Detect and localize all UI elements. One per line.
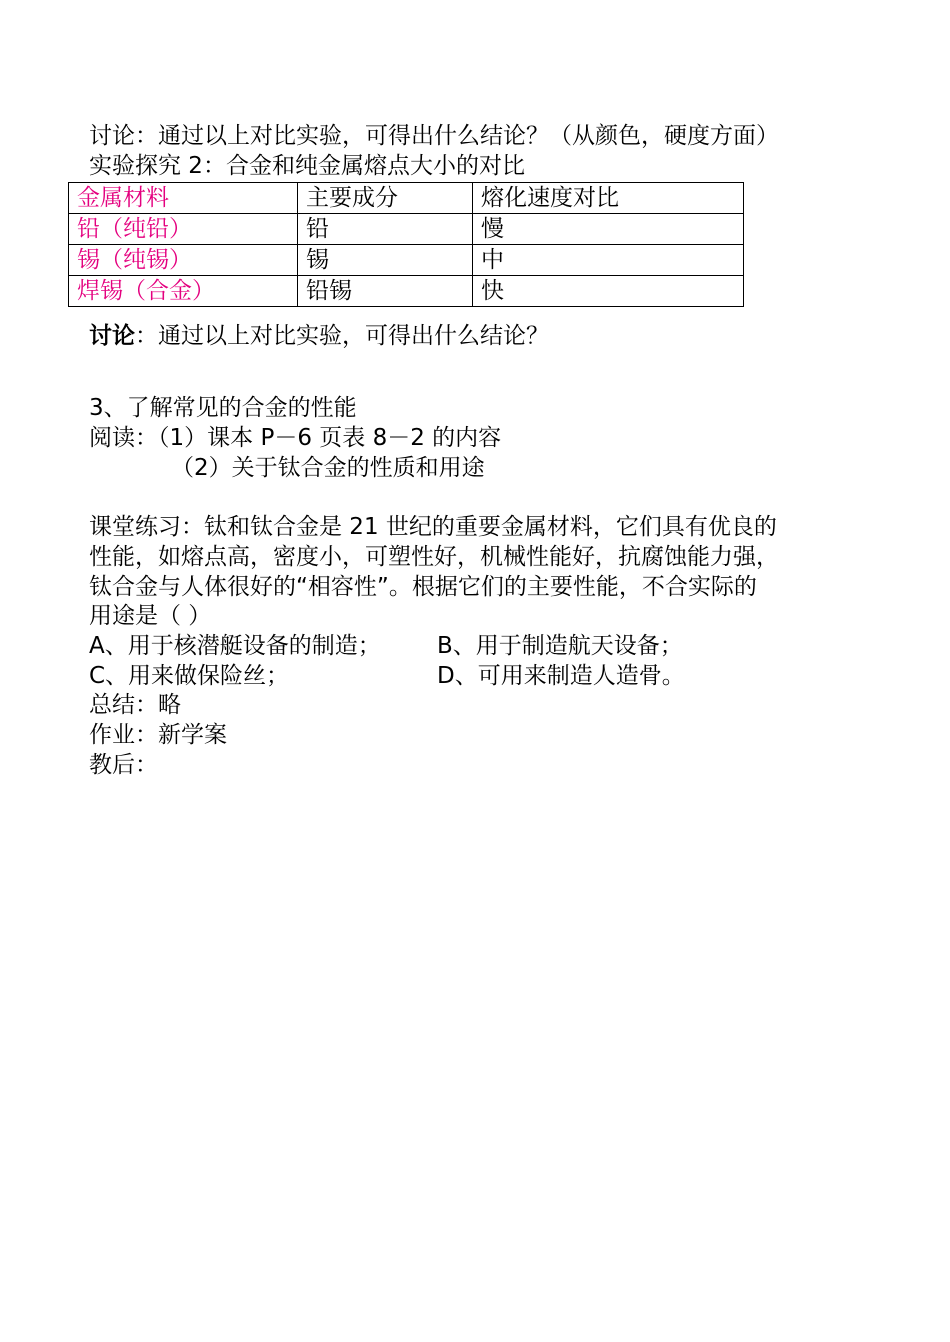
cell-material: 锡（纯锡） — [69, 245, 298, 276]
homework: 作业：新学案 — [89, 722, 227, 748]
table-header-row — [69, 183, 744, 214]
summary: 总结：略 — [89, 692, 181, 718]
after-class: 教后： — [89, 752, 158, 778]
option-c: C、用来做保险丝； — [89, 663, 290, 689]
exercise-line-2: 性能，如熔点高，密度小，可塑性好，机械性能好，抗腐蚀能力强， — [89, 544, 779, 570]
cell-speed: 慢 — [473, 214, 744, 245]
exercise-line-3: 钛合金与人体很好的“相容性”。根据它们的主要性能，不合实际的 — [89, 574, 757, 600]
discussion-melting — [89, 321, 549, 351]
section3-title: 3、了解常见的合金的性能 — [89, 395, 357, 421]
header-material: 金属材料 — [69, 183, 298, 214]
discussion-label: 讨论 — [89, 323, 135, 349]
table-row — [69, 276, 744, 307]
cell-component: 锡 — [298, 245, 473, 276]
experiment2-title: 实验探究 2：合金和纯金属熔点大小的对比 — [89, 153, 525, 179]
table-row — [69, 245, 744, 276]
discussion-color-hardness: 讨论：通过以上对比实验，可得出什么结论？（从颜色，硬度方面） — [89, 123, 779, 149]
option-a: A、用于核潜艇设备的制造； — [89, 633, 381, 659]
reading-line-1: 阅读：（1）课本 P－6 页表 8－2 的内容 — [89, 425, 502, 451]
header-melting-speed: 熔化速度对比 — [473, 183, 744, 214]
option-b: B、用于制造航天设备； — [437, 633, 683, 659]
table-row — [69, 214, 744, 245]
cell-material: 焊锡（合金） — [69, 276, 298, 307]
exercise-line-1: 课堂练习：钛和钛合金是 21 世纪的重要金属材料，它们具有优良的 — [89, 514, 777, 540]
cell-material: 铅（纯铅） — [69, 214, 298, 245]
cell-component: 铅 — [298, 214, 473, 245]
reading-line-2: （2）关于钛合金的性质和用途 — [171, 455, 485, 481]
cell-speed: 中 — [473, 245, 744, 276]
header-component: 主要成分 — [298, 183, 473, 214]
exercise-line-4: 用途是（ ） — [89, 603, 212, 629]
cell-speed: 快 — [473, 276, 744, 307]
cell-component: 铅锡 — [298, 276, 473, 307]
discussion-text: ：通过以上对比实验，可得出什么结论？ — [135, 323, 549, 349]
option-d: D、可用来制造人造骨。 — [437, 663, 685, 689]
melting-comparison-table — [68, 182, 744, 307]
